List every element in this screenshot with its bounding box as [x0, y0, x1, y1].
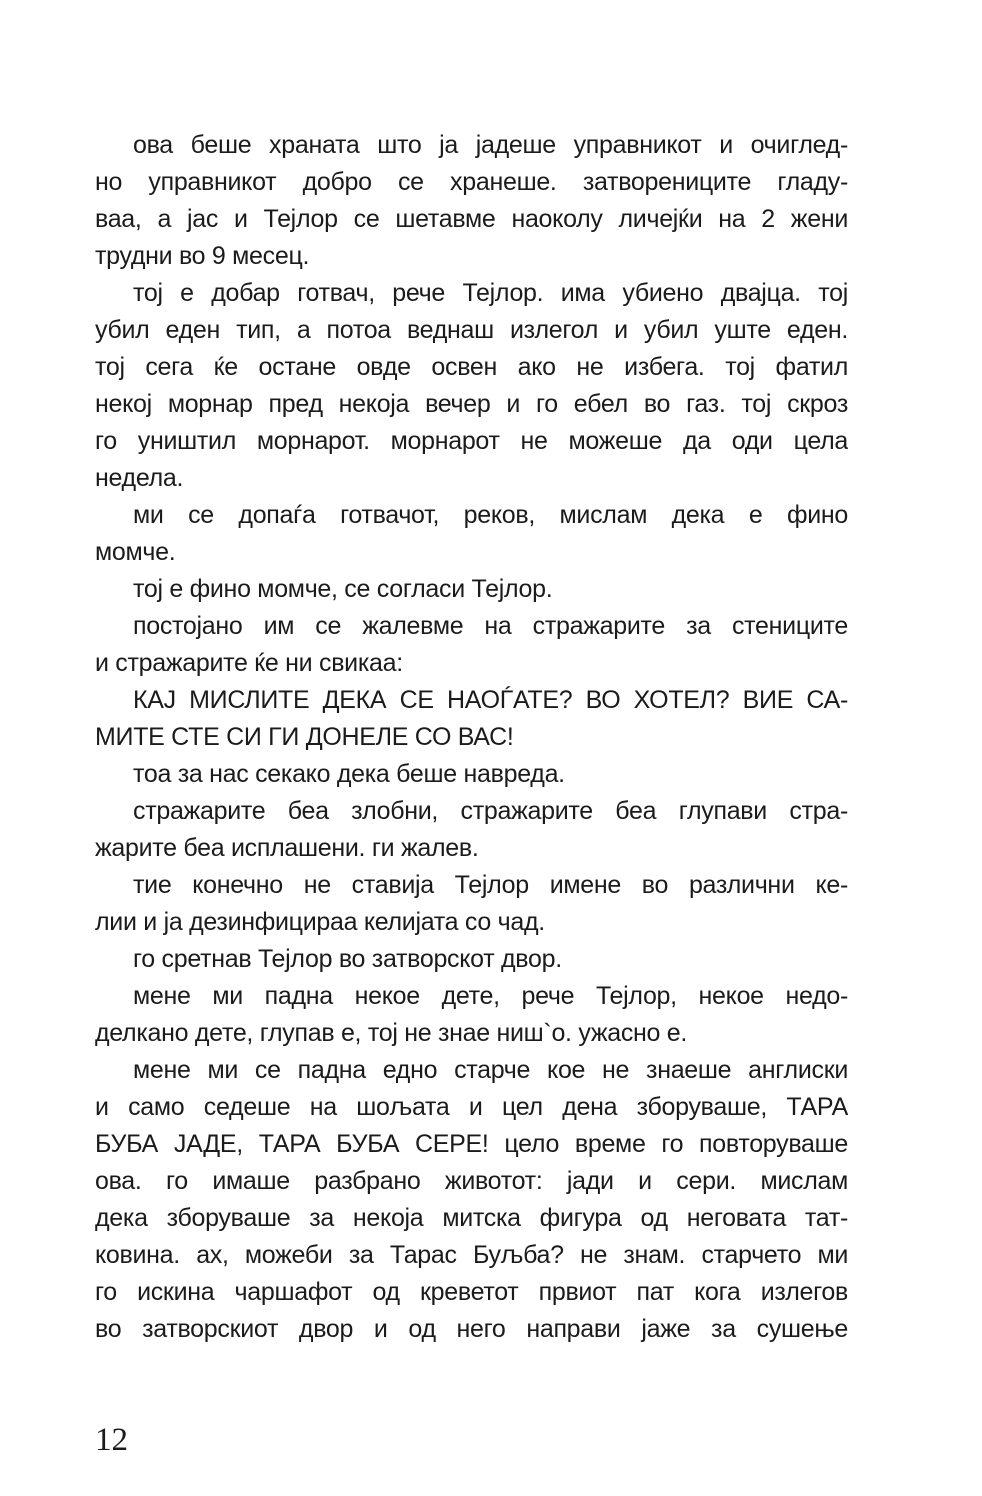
text-line: тоа за нас секако дека беше навреда. — [133, 760, 565, 788]
text-line: мене ми падна некое дете, рече Тејлор, некое недо- — [133, 982, 848, 1010]
text-line: ова. го имаше разбрано животот: јади и сери. мислам — [95, 1167, 848, 1195]
text-line: делкано дете, глупав е, тој не знае ниш`о. ужасно е. — [95, 1019, 688, 1047]
text-line: ковина. ах, можеби за Тарас Буљба? не знам. старчето ми — [95, 1241, 848, 1269]
text-line: ми се допаѓа готвачот, реков, мислам дека е фино — [133, 501, 848, 529]
text-line: во затворскиот двор и од него направи јаже за сушење — [95, 1315, 848, 1343]
text-line: го искина чаршафот од креветот првиот пат кога излегов — [95, 1278, 848, 1306]
text-line: тој е фино момче, се согласи Тејлор. — [133, 575, 553, 603]
paragraph — [95, 756, 848, 793]
paragraph — [95, 682, 848, 756]
text-line: момче. — [95, 538, 176, 566]
text-line: некој морнар пред некоја вечер и го ебел во газ. тој скроз — [95, 390, 848, 418]
paragraph — [95, 275, 848, 497]
text-line: ова беше храната што ја јадеше управникот и очиглед- — [133, 131, 848, 159]
text-line: КАЈ МИСЛИТЕ ДЕКА СЕ НАОЃАТЕ? ВО ХОТЕЛ? ВИЕ СА- — [133, 686, 848, 714]
text-line: стражарите беа злобни, стражарите беа глупави стра- — [133, 797, 848, 825]
paragraph — [95, 1052, 848, 1348]
paragraph — [95, 867, 848, 941]
text-line: постојано им се жалевме на стражарите за стениците — [133, 612, 848, 640]
text-line: мене ми се падна едно старче кое не знаеше англиски — [133, 1056, 848, 1084]
paragraph — [95, 608, 848, 682]
page-number: 12 — [95, 1422, 128, 1458]
text-line: МИТЕ СТЕ СИ ГИ ДОНЕЛЕ СО ВАС! — [95, 723, 514, 751]
text-line: жарите беа исплашени. ги жалев. — [95, 834, 479, 862]
paragraph — [95, 941, 848, 978]
text-line: ваа, а јас и Тејлор се шетавме наоколу личејќи на 2 жени — [95, 205, 848, 233]
paragraph — [95, 793, 848, 867]
paragraph — [95, 571, 848, 608]
text-line: и стражарите ќе ни свикаа: — [95, 649, 403, 677]
text-line: тие конечно не ставија Тејлор имене во различни ке- — [133, 871, 848, 899]
paragraph — [95, 497, 848, 571]
text-line: трудни во 9 месец. — [95, 242, 310, 270]
text-line: го уништил морнарот. морнарот не можеше да оди цела — [95, 427, 848, 455]
text-line: го сретнав Тејлор во затворскот двор. — [133, 945, 562, 973]
text-line: БУБА ЈАДЕ, ТАРА БУБА СЕРЕ! цело време го повторуваше — [95, 1130, 848, 1158]
text-block — [95, 127, 848, 1348]
text-line: недела. — [95, 464, 184, 492]
paragraph — [95, 127, 848, 275]
text-line: но управникот добро се хранеше. затворениците гладу- — [95, 168, 848, 196]
text-line: тој е добар готвач, рече Тејлор. има убиено двајца. тој — [133, 279, 848, 307]
text-line: лии и ја дезинфицираа келијата со чад. — [95, 908, 545, 936]
paragraph — [95, 978, 848, 1052]
text-line: дека зборуваше за некоја митска фигура од неговата тат- — [95, 1204, 848, 1232]
text-line: тој сега ќе остане овде освен ако не избега. тој фатил — [95, 353, 848, 381]
text-line: и само седеше на шољата и цел дена зборуваше, ТАРА — [95, 1093, 848, 1121]
text-line: убил еден тип, а потоа веднаш излегол и убил уште еден. — [95, 316, 848, 344]
